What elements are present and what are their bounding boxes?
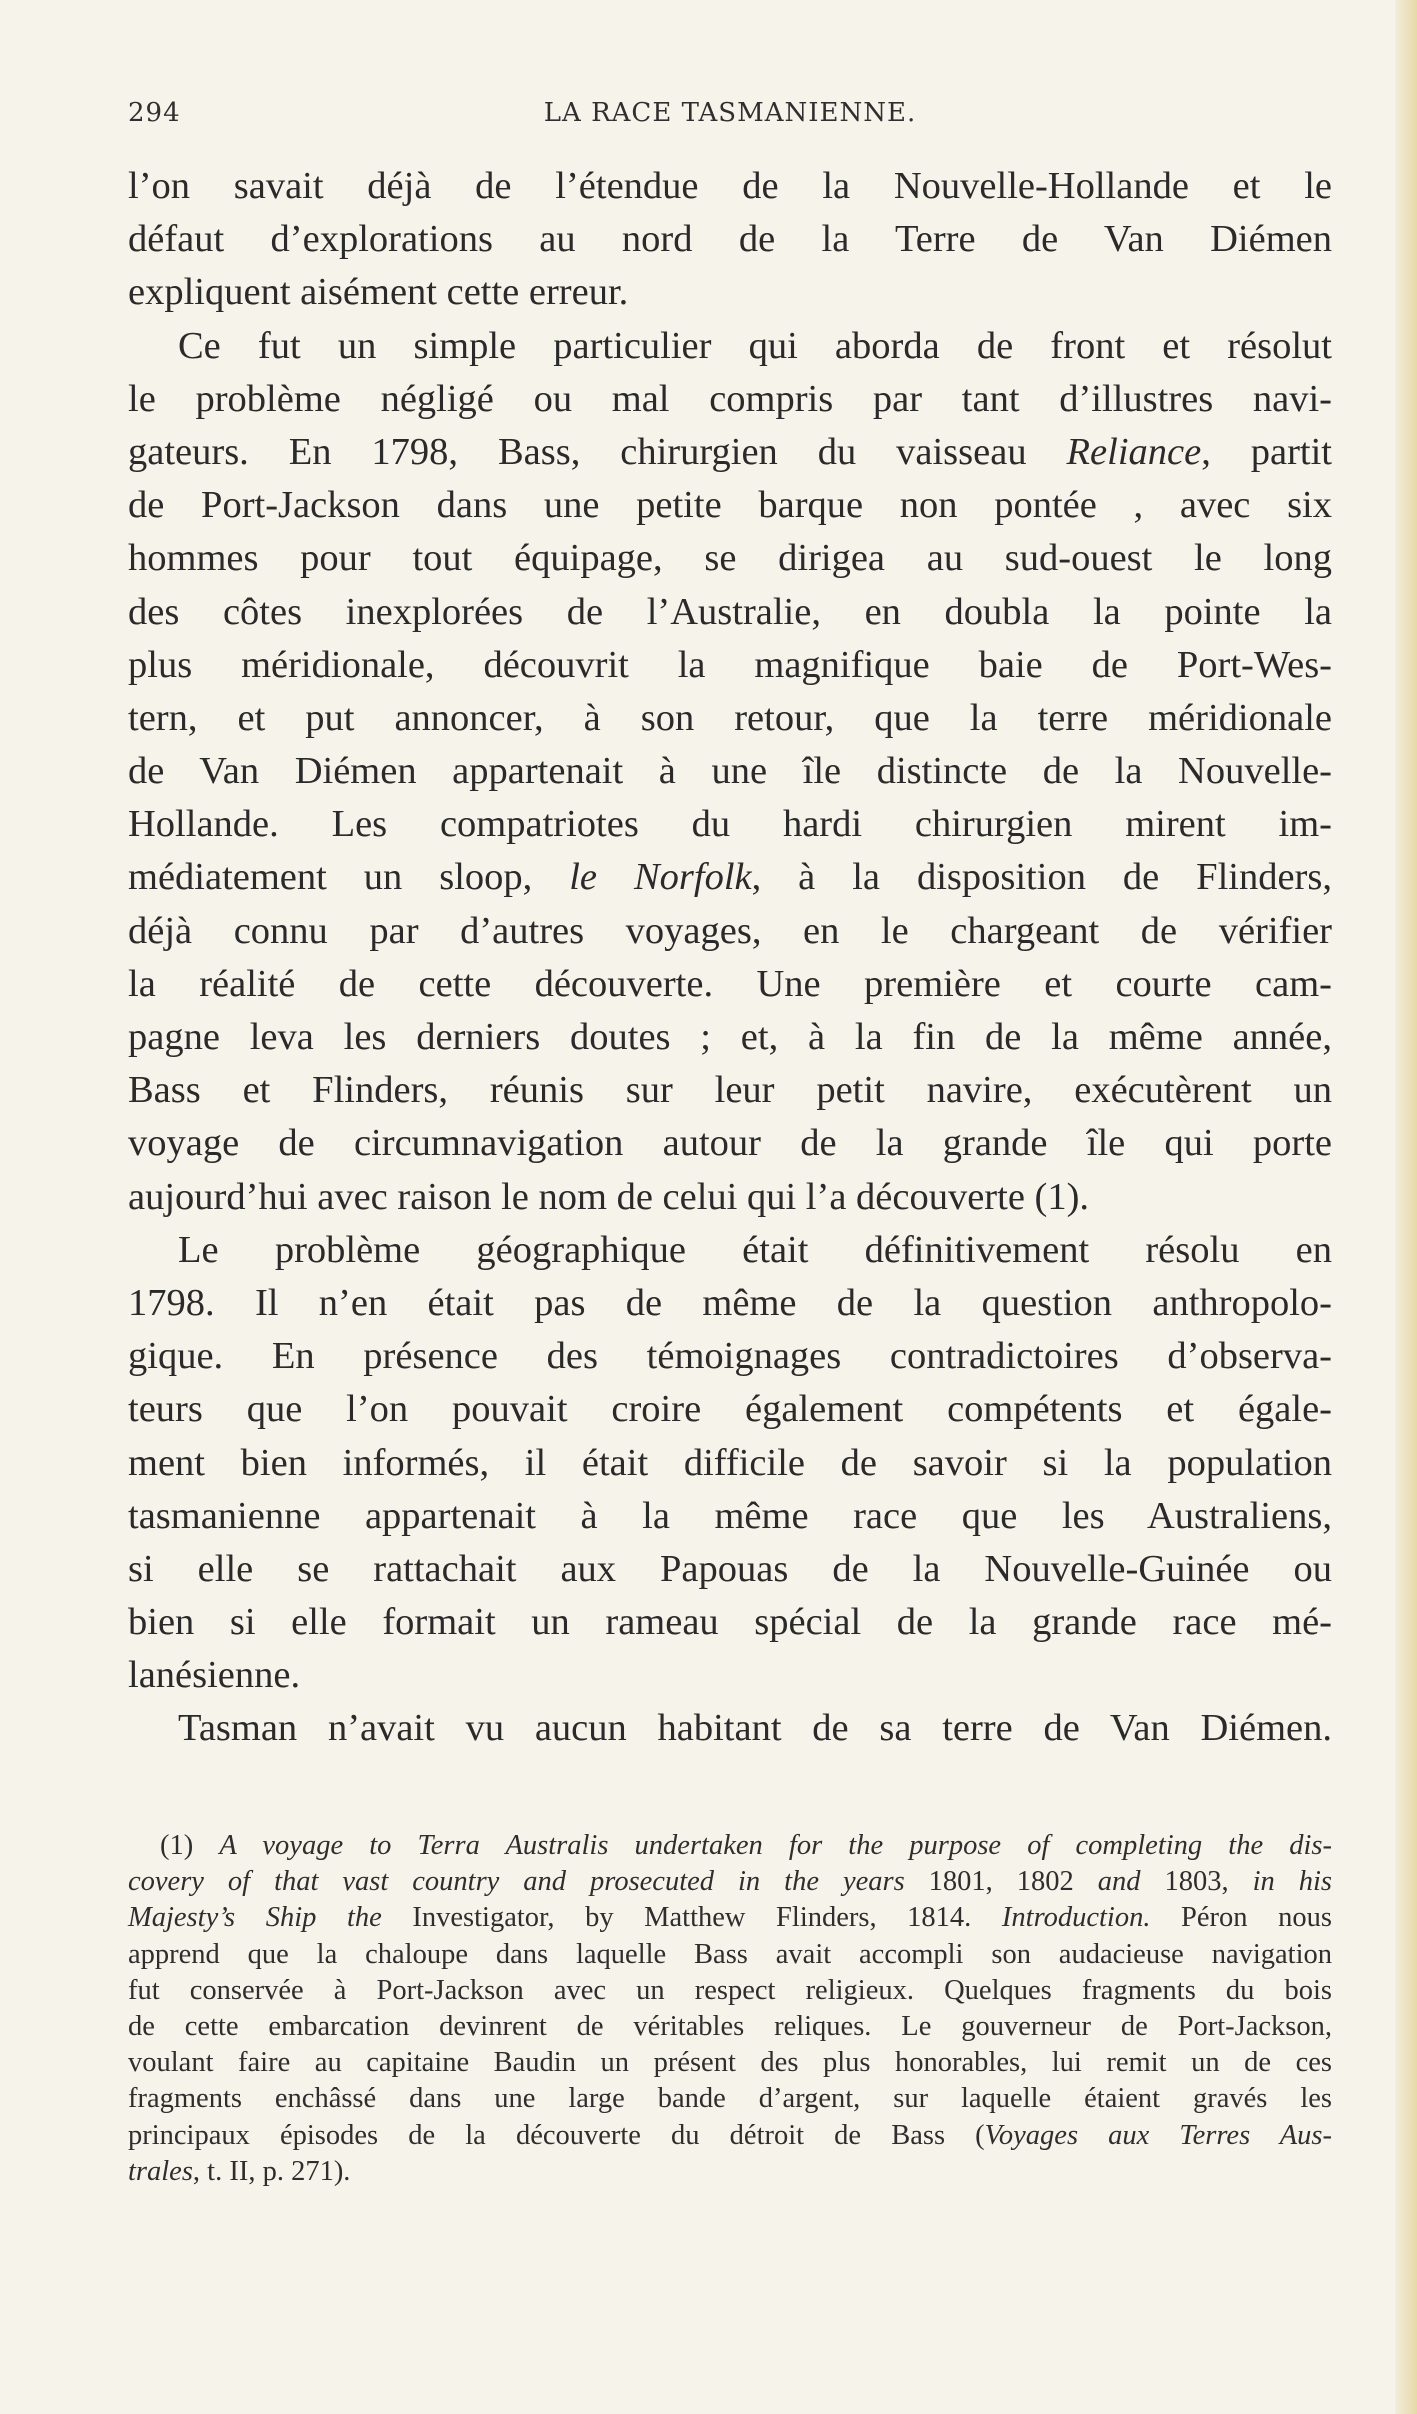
text-line: ment bien informés, il était difficile de savoir si la population <box>128 1441 1332 1484</box>
text-line: voyage de circumnavigation autour de la grande île qui porte <box>128 1122 1332 1165</box>
running-title: LA RACE TASMANIENNE. <box>543 98 917 128</box>
text-line: expliquent aisément cette erreur. <box>128 271 629 314</box>
page-number: 294 <box>128 98 181 128</box>
footnote-line: principaux épisodes de la découverte du détroit de Bass (Voyages aux Terres Aus- <box>128 2119 1332 2151</box>
text-line: le problème négligé ou mal compris par tant d’illustres navi- <box>128 377 1332 420</box>
text-line: l’on savait déjà de l’étendue de la Nouvelle-Hollande et le <box>128 165 1332 207</box>
text-line: pagne leva les derniers doutes ; et, à la fin de la même année, <box>128 1016 1332 1058</box>
text-line: aujourd’hui avec raison le nom de celui qui l’a découverte (1). <box>128 1175 1090 1218</box>
text-line: Le problème géographique était définitivement résolu en <box>178 1228 1332 1271</box>
italic-ship-name: le Norfolk <box>569 856 752 899</box>
text-line: teurs que l’on pouvait croire également compétents et égale- <box>128 1388 1332 1431</box>
footnote-line: fragments enchâssé dans une large bande d’argent, sur laquelle étaient gravés les <box>128 2083 1332 2115</box>
body-text <box>128 160 1332 1756</box>
text-line: la réalité de cette découverte. Une première et courte cam- <box>128 962 1332 1005</box>
page-header <box>128 98 1332 138</box>
text-line: gique. En présence des témoignages contradictoires d’observa- <box>128 1335 1332 1378</box>
text-line: hommes pour tout équipage, se dirigea au sud-ouest le long <box>128 537 1332 580</box>
footnote-line: covery of that vast country and prosecuted in the years 1801, 1802 and 1803, in his <box>128 1866 1333 1898</box>
text-line: lanésienne. <box>128 1654 301 1697</box>
footnote-line: voulant faire au capitaine Baudin un présent des plus honorables, lui remit un de ces <box>128 2047 1332 2079</box>
italic-ship-name: Reliance <box>1066 430 1202 473</box>
text-line: médiatement un sloop, le Norfolk, à la disposition de Flinders, <box>128 856 1332 899</box>
text-line: tern, et put annoncer, à son retour, que la terre méridionale <box>128 696 1332 739</box>
footnote-line: Majesty’s Ship the Investigator, by Matthew Flinders, 1814. Introduction. Péron nous <box>128 1902 1332 1934</box>
page-edge <box>1395 0 1417 2414</box>
text-line: tasmanienne appartenait à la même race que les Australiens, <box>128 1494 1332 1537</box>
footnote-line: trales, t. II, p. 271). <box>128 2155 351 2187</box>
text-line: gateurs. En 1798, Bass, chirurgien du vaisseau Reliance, partit <box>128 430 1333 473</box>
text-line: Hollande. Les compatriotes du hardi chirurgien mirent im- <box>128 803 1332 846</box>
text-line: Tasman n’avait vu aucun habitant de sa terre de Van Diémen. <box>178 1707 1332 1750</box>
footnote <box>128 1828 1332 2190</box>
text-line: Bass et Flinders, réunis sur leur petit navire, exécutèrent un <box>128 1069 1332 1112</box>
text-line: 1798. Il n’en était pas de même de la question anthropolo- <box>128 1281 1332 1324</box>
text-line: bien si elle formait un rameau spécial de la grande race mé- <box>128 1601 1332 1644</box>
text-line: plus méridionale, découvrit la magnifique baie de Port-Wes- <box>128 643 1332 686</box>
text-line: si elle se rattachait aux Papouas de la Nouvelle-Guinée ou <box>128 1547 1332 1590</box>
text-line: de Port-Jackson dans une petite barque non pontée , avec six <box>128 484 1332 527</box>
text-line: des côtes inexplorées de l’Australie, en doubla la pointe la <box>128 590 1332 633</box>
footnote-line: fut conservée à Port-Jackson avec un respect religieux. Quelques fragments du bois <box>128 1974 1332 2006</box>
text-line: Ce fut un simple particulier qui aborda de front et résolut <box>178 324 1332 367</box>
text-line: de Van Diémen appartenait à une île distincte de la Nouvelle- <box>128 750 1332 793</box>
footnote-line: apprend que la chaloupe dans laquelle Bass avait accompli son audacieuse navigation <box>128 1938 1332 1970</box>
footnote-line: de cette embarcation devinrent de véritables reliques. Le gouverneur de Port-Jackson, <box>128 2010 1332 2042</box>
text-line: défaut d’explorations au nord de la Terre de Van Diémen <box>128 218 1332 261</box>
text-line: déjà connu par d’autres voyages, en le chargeant de vérifier <box>128 909 1332 952</box>
footnote-line: (1) A voyage to Terra Australis undertaken for the purpose of completing the dis- <box>160 1830 1332 1861</box>
